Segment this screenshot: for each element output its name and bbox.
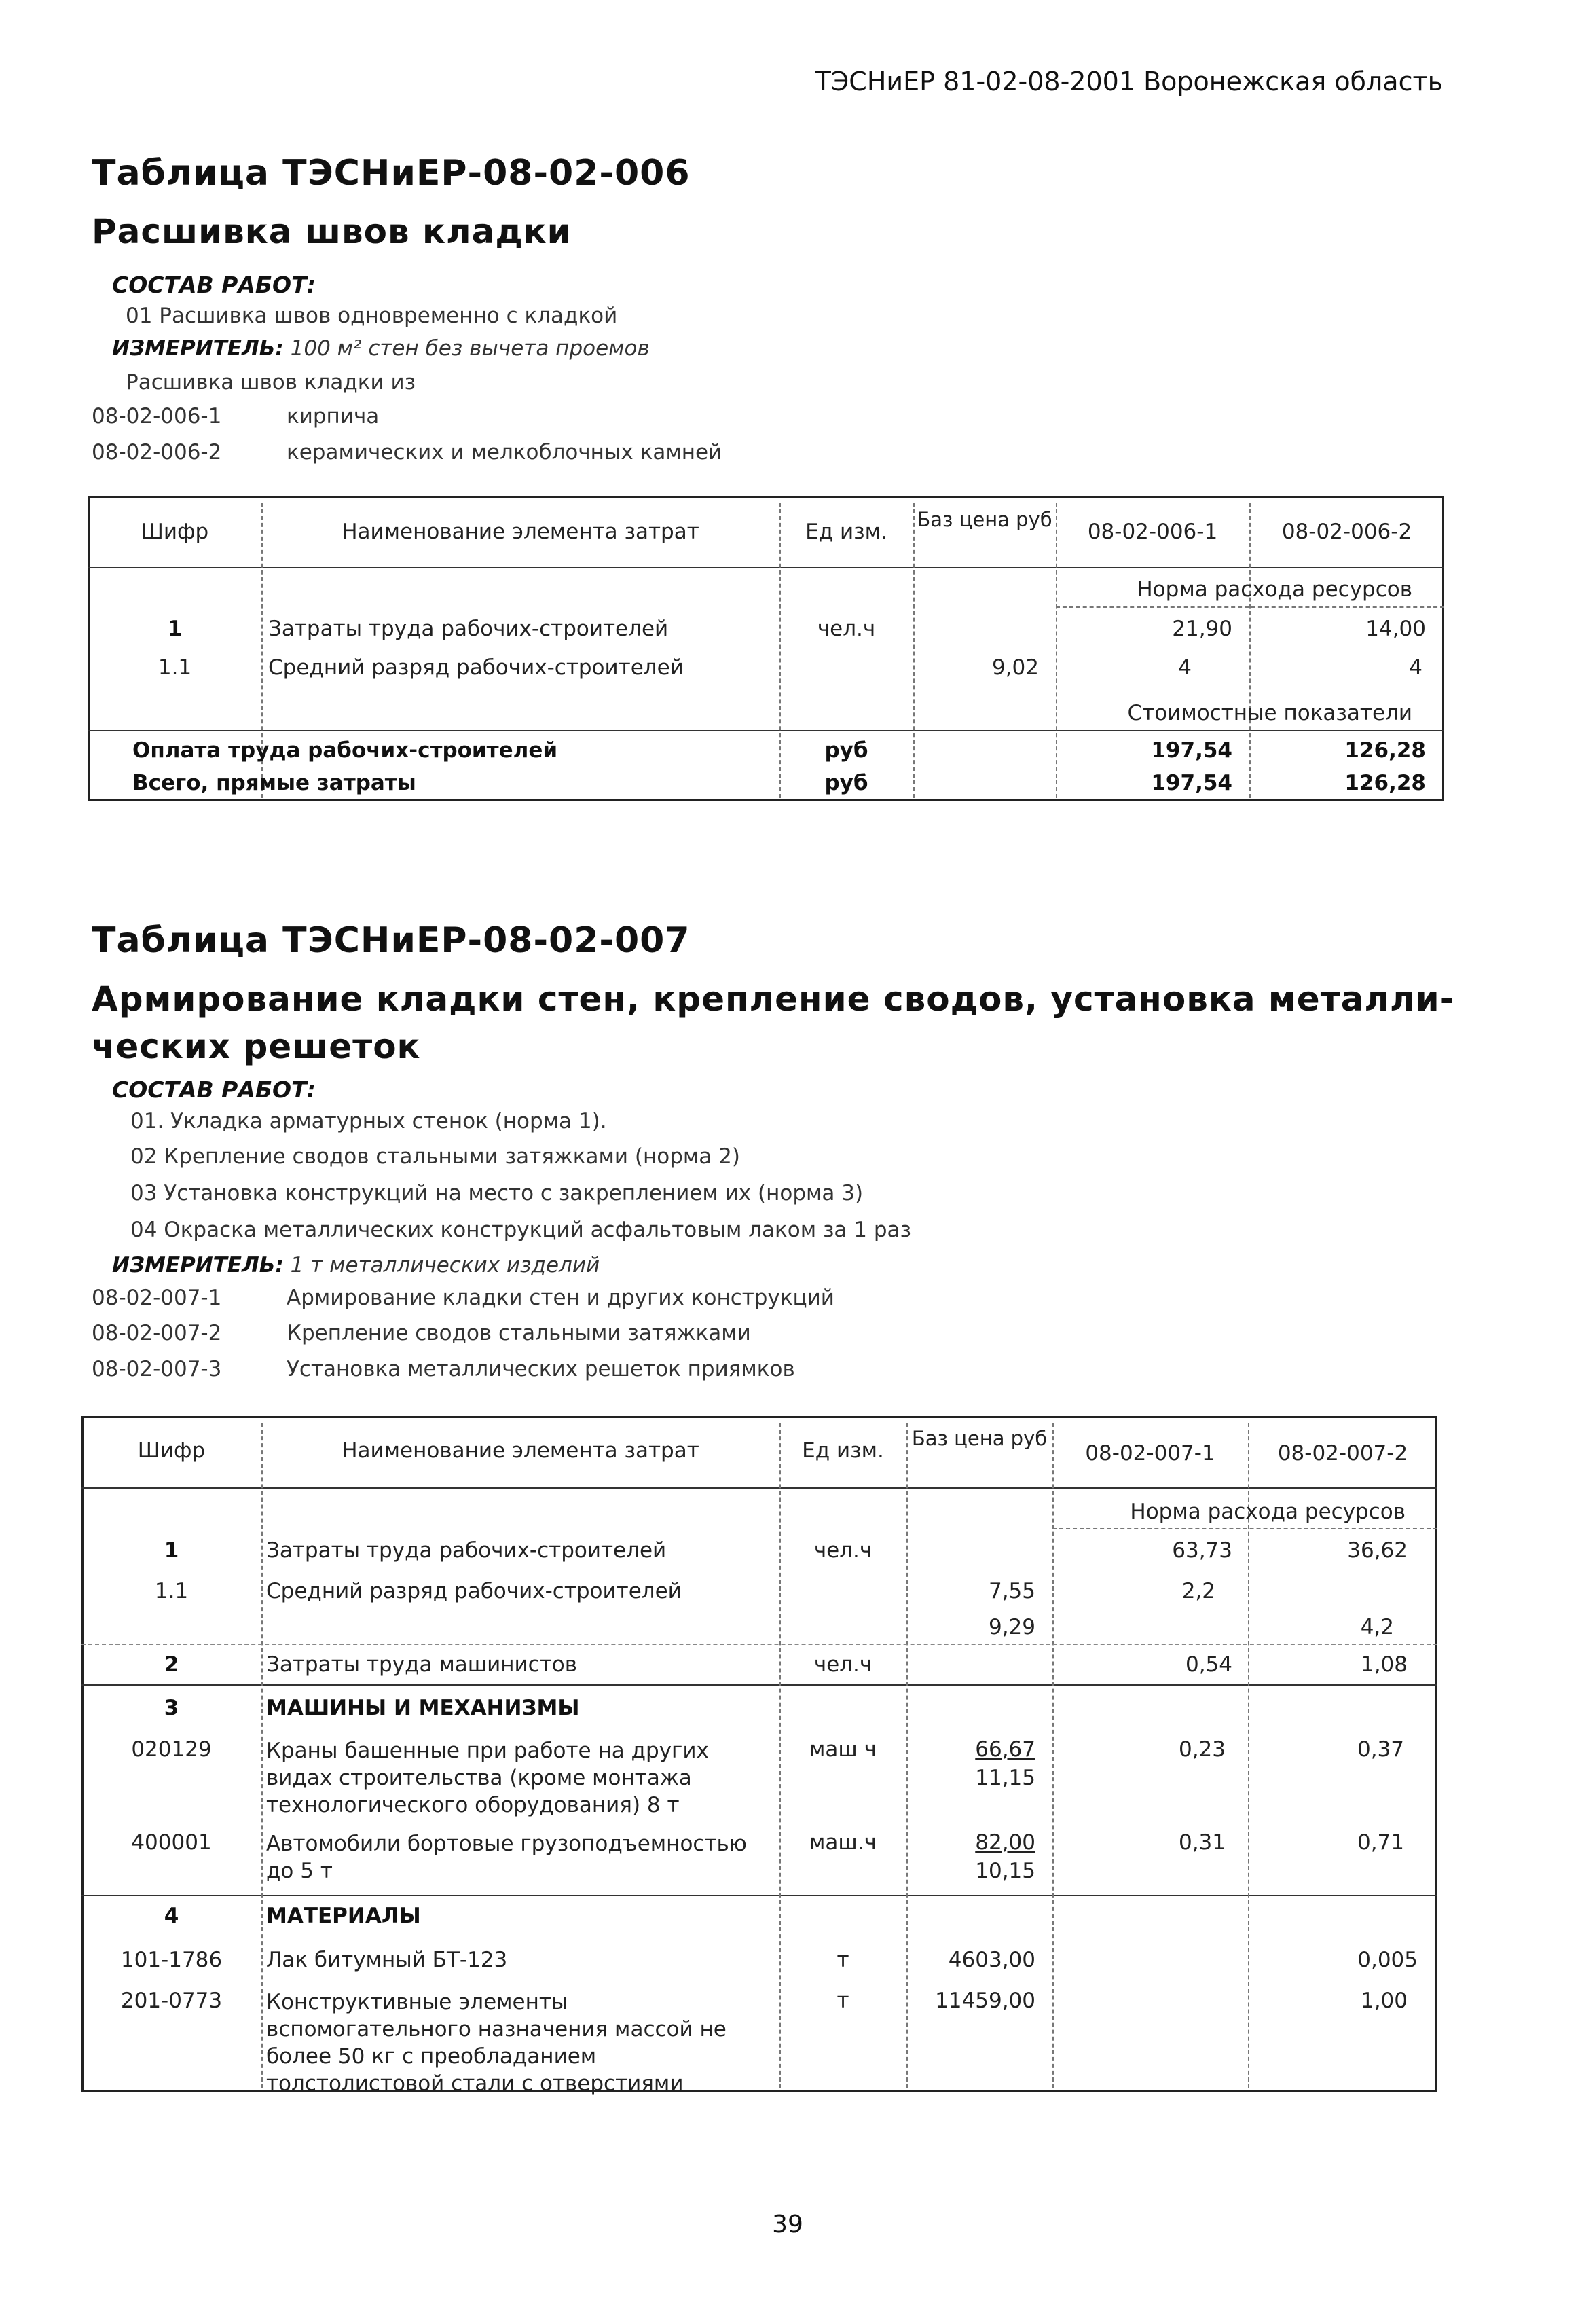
table-006-section-line <box>88 730 1444 731</box>
table-007-row-name: Краны башенные при работе на других видах строительства (кроме монтажа технологического оборудования) 8 т <box>266 1739 709 1817</box>
table-007-work-item: 01. Укладка арматурных стенок (норма 1). <box>130 1109 607 1133</box>
table-007-row-name: Лак битумный БТ-123 <box>266 1948 508 1972</box>
table-006-cost-unit: руб <box>824 738 868 763</box>
table-007-row-v2: 36,62 <box>1347 1538 1408 1563</box>
table-007-row-unit: маш ч <box>809 1737 877 1762</box>
table-006-row-unit: чел.ч <box>817 617 876 641</box>
table-006-measure-label: ИЗМЕРИТЕЛЬ: <box>112 336 284 361</box>
table-006-row-v2: 14,00 <box>1365 617 1426 641</box>
table-007-row-unit: маш.ч <box>809 1830 877 1855</box>
table-007-row-price: 66,67 <box>975 1737 1035 1762</box>
table-007-work-item: 04 Окраска металлических конструкций асфальтовым лаком за 1 раз <box>130 1218 912 1242</box>
table-007-row-v1: 0,54 <box>1185 1652 1232 1677</box>
table-006-header-line <box>88 567 1444 568</box>
code-list-code: 08-02-007-3 <box>92 1357 222 1381</box>
table-006-norm-label: Норма расхода ресурсов <box>1137 577 1412 602</box>
table-007-section-heading: МАШИНЫ И МЕХАНИЗМЫ <box>266 1696 580 1720</box>
code-list-text: Армирование кладки стен и других конструкций <box>287 1286 834 1310</box>
table-006-cost-name: Оплата труда рабочих-строителей <box>132 738 558 763</box>
table-007-work-item: 03 Установка конструкций на место с закреплением их (норма 3) <box>130 1181 864 1205</box>
table-006-col-divider <box>913 503 915 798</box>
table-007-head-code: Шифр <box>137 1438 206 1463</box>
table-007-row-price: 7,55 <box>988 1579 1035 1603</box>
table-006-measure-value: 100 м² стен без вычета проемов <box>290 336 650 361</box>
code-list-code: 08-02-007-2 <box>92 1321 222 1345</box>
table-007-row-code: 201-0773 <box>120 1989 223 2013</box>
table-007-subtitle-line2: ческих решеток <box>92 1027 421 1066</box>
table-007-head-unit: Ед изм. <box>802 1438 884 1463</box>
table-006-group-label: Расшивка швов кладки из <box>126 370 416 395</box>
table-007-row-price: 82,00 <box>975 1830 1035 1855</box>
table-007-row-v2: 1,00 <box>1360 1989 1408 2013</box>
table-007-col-divider <box>261 1423 263 2088</box>
table-007-row-v1: 0,31 <box>1178 1830 1226 1855</box>
code-list-text: Установка металлических решеток приямков <box>287 1357 795 1381</box>
table-006-head-col2: 08-02-006-2 <box>1281 520 1412 544</box>
table-007-row-v2: 0,005 <box>1357 1948 1418 1972</box>
table-006-row-code: 1.1 <box>158 655 192 680</box>
table-007-subtitle-line1: Армирование кладки стен, крепление сводов, установка металли- <box>92 979 1455 1019</box>
table-006-head-unit: Ед изм. <box>805 520 887 544</box>
table-007-head-col2: 08-02-007-2 <box>1277 1441 1408 1466</box>
table-007-measure <box>112 1253 600 1277</box>
table-006-cost-label: Стоимостные показатели <box>1127 701 1412 725</box>
table-007-works-label: СОСТАВ РАБОТ: <box>112 1076 316 1103</box>
table-007-section-heading: МАТЕРИАЛЫ <box>266 1904 421 1928</box>
table-007-row-separator <box>81 1644 1437 1645</box>
table-006-cost-unit: руб <box>824 771 868 795</box>
table-006-row-name: Затраты труда рабочих-строителей <box>268 617 669 641</box>
table-006-row-v2: 4 <box>1409 655 1422 680</box>
table-007-head-col1: 08-02-007-1 <box>1085 1441 1215 1466</box>
table-006-subtitle: Расшивка швов кладки <box>92 212 572 251</box>
table-006-cost-name: Всего, прямые затраты <box>132 771 416 795</box>
table-006-cost-v2: 126,28 <box>1344 771 1426 795</box>
table-007-row-price-alt: 11,15 <box>975 1766 1035 1790</box>
code-list-code: 08-02-007-1 <box>92 1286 222 1310</box>
table-007-row-name: Затраты труда рабочих-строителей <box>266 1538 667 1563</box>
table-006-row-name: Средний разряд рабочих-строителей <box>268 655 684 680</box>
table-007-head-price: Баз цена руб <box>911 1427 1048 1450</box>
table-007-row-v1: 63,73 <box>1172 1538 1232 1563</box>
table-007-row-name: Конструктивные элементы вспомогательного назначения массой не более 50 кг с преобладанием толстолистовой стали с отверстиями <box>266 1990 727 2096</box>
table-007-row-code: 1 <box>164 1538 179 1563</box>
table-006-work-item: 01 Расшивка швов одновременно с кладкой <box>126 304 618 328</box>
table-007-row-price-alt: 10,15 <box>975 1859 1035 1883</box>
table-007-row-name: Средний разряд рабочих-строителей <box>266 1579 682 1603</box>
table-007-row-code: 4 <box>164 1904 179 1928</box>
table-006-norm-underline <box>1056 606 1444 608</box>
table-006-cost-v1: 197,54 <box>1151 771 1232 795</box>
table-006-cost-v2: 126,28 <box>1344 738 1426 763</box>
table-007-norm-underline <box>1052 1528 1437 1529</box>
table-006-row-v1: 21,90 <box>1172 617 1232 641</box>
table-007-header-line <box>81 1487 1437 1489</box>
table-007-row-code: 400001 <box>131 1830 212 1855</box>
table-006-head-col1: 08-02-006-1 <box>1087 520 1218 544</box>
code-list-code: 08-02-006-1 <box>92 404 222 429</box>
page-number: 39 <box>772 2211 803 2238</box>
table-007-measure-value: 1 т металлических изделий <box>290 1253 600 1277</box>
table-006-head-price: Баз цена руб <box>917 508 1052 531</box>
running-header: ТЭСНиЕР 81-02-08-2001 Воронежская область <box>815 67 1443 96</box>
table-006-head-code: Шифр <box>141 520 209 544</box>
table-007-head-name: Наименование элемента затрат <box>342 1438 699 1463</box>
table-007-row-price-alt: 9,29 <box>988 1615 1035 1639</box>
table-007-section-line <box>81 1895 1437 1896</box>
table-007-title: Таблица ТЭСНиЕР-08-02-007 <box>92 920 691 961</box>
table-007-row-code: 2 <box>164 1652 179 1677</box>
table-007-row-unit: чел.ч <box>813 1652 872 1677</box>
table-007-row-price: 4603,00 <box>948 1948 1035 1972</box>
table-007-row-v2: 1,08 <box>1360 1652 1408 1677</box>
code-list-text: кирпича <box>287 404 380 429</box>
table-006-measure <box>112 336 650 361</box>
table-007-norm-label: Норма расхода ресурсов <box>1130 1500 1406 1524</box>
table-007-measure-label: ИЗМЕРИТЕЛЬ: <box>112 1253 284 1277</box>
table-007-row-code: 020129 <box>131 1737 212 1762</box>
table-007-row-v2: 0,71 <box>1357 1830 1404 1855</box>
table-007-row-code: 3 <box>164 1696 179 1720</box>
table-006-title: Таблица ТЭСНиЕР-08-02-006 <box>92 153 691 194</box>
table-007-row-unit: т <box>837 1948 849 1972</box>
code-list-text: Крепление сводов стальными затяжками <box>287 1321 751 1345</box>
table-006-cost-v1: 197,54 <box>1151 738 1232 763</box>
table-007-row-name: Затраты труда машинистов <box>266 1652 578 1677</box>
table-007-row-unit: чел.ч <box>813 1538 872 1563</box>
table-007-row-v1: 0,23 <box>1178 1737 1226 1762</box>
table-007-row-v2: 0,37 <box>1357 1737 1404 1762</box>
table-006-head-name: Наименование элемента затрат <box>342 520 699 544</box>
table-007-row-v1: 2,2 <box>1181 1579 1215 1603</box>
code-list-code: 08-02-006-2 <box>92 440 222 465</box>
table-006-row-v1: 4 <box>1178 655 1192 680</box>
table-006-works-label: СОСТАВ РАБОТ: <box>112 272 316 298</box>
table-006-row-code: 1 <box>167 617 183 641</box>
table-007-row-code: 101-1786 <box>120 1948 223 1972</box>
table-006-row-price: 9,02 <box>991 655 1039 680</box>
code-list-text: керамических и мелкоблочных камней <box>287 440 722 465</box>
table-007-row-unit: т <box>837 1989 849 2013</box>
table-007-row-name: Автомобили бортовые грузоподъемностью до 5 т <box>266 1832 747 1883</box>
table-007-row-price: 11459,00 <box>935 1989 1035 2013</box>
table-007-work-item: 02 Крепление сводов стальными затяжками (норма 2) <box>130 1144 740 1169</box>
table-007-row-code: 1.1 <box>154 1579 189 1603</box>
table-007-row-v2: 4,2 <box>1360 1615 1394 1639</box>
table-007-section-line <box>81 1684 1437 1686</box>
